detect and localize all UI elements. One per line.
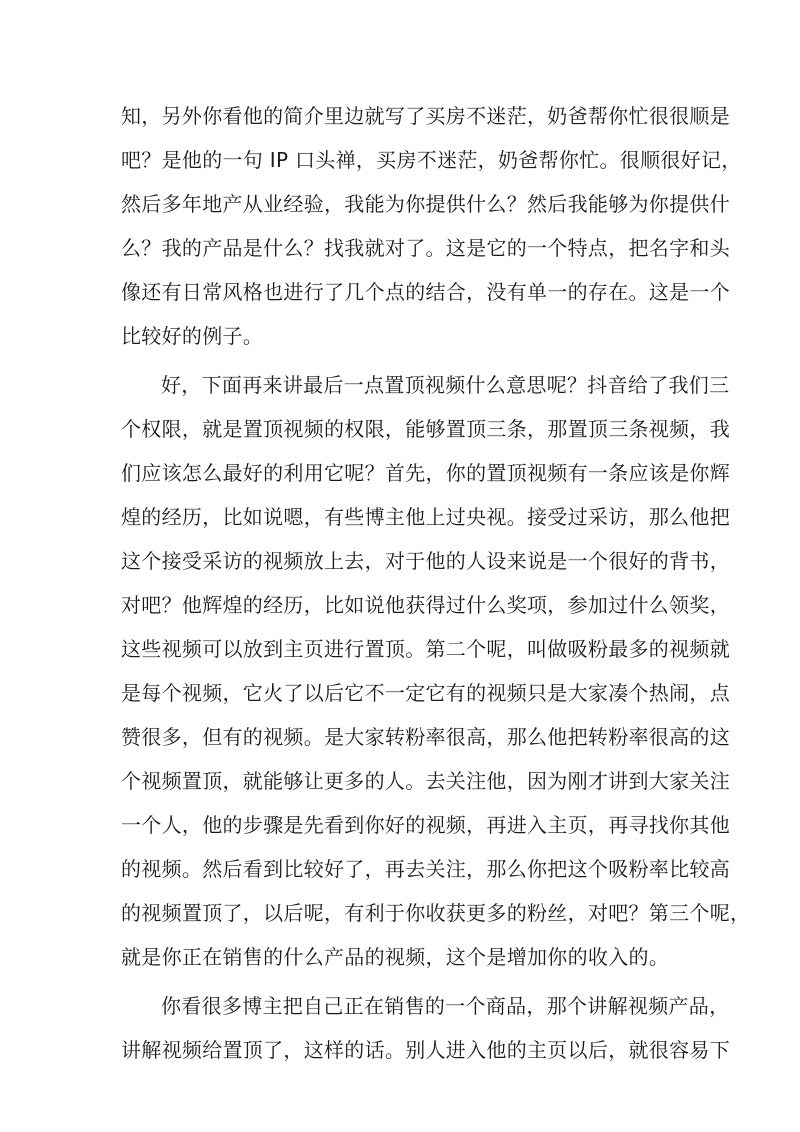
text-line: 像还有日常风格也进行了几个点的结合，没有单一的存在。这是一个 xyxy=(121,280,730,304)
text-line: 个视频置顶，就能够让更多的人。去关注他，因为刚才讲到大家关注 xyxy=(121,769,730,793)
document-body xyxy=(121,94,751,1072)
text-line: 赞很多，但有的视频。是大家转粉率很高，那么他把转粉率很高的这 xyxy=(121,725,730,749)
text-line: 这个接受采访的视频放上去，对于他的人设来说是一个很好的背书， xyxy=(121,549,730,573)
text-line: 们应该怎么最好的利用它呢？首先，你的置顶视频有一条应该是你辉 xyxy=(121,461,730,485)
text-line: 吧？是他的一句 IP 口头禅，买房不迷茫，奶爸帮你忙。很顺很好记， xyxy=(121,148,742,172)
text-line: 比较好的例子。 xyxy=(121,324,264,348)
text-line: 知，另外你看他的简介里边就写了买房不迷茫，奶爸帮你忙很很顺是 xyxy=(121,104,730,128)
text-line: 然后多年地产从业经验，我能为你提供什么？然后我能够为你提供什 xyxy=(121,192,730,216)
text-line: 个权限，就是置顶视频的权限，能够置顶三条，那置顶三条视频，我 xyxy=(121,417,730,441)
text-line: 一个人，他的步骤是先看到你好的视频，再进入主页，再寻找你其他 xyxy=(121,813,730,837)
text-line: 煌的经历，比如说嗯，有些博主他上过央视。接受过采访，那么他把 xyxy=(121,505,730,529)
text-line: 讲解视频给置顶了，这样的话。别人进入他的主页以后，就很容易下 xyxy=(121,1038,730,1062)
text-line: 好，下面再来讲最后一点置顶视频什么意思呢？抖音给了我们三 xyxy=(161,373,730,397)
text-line: 这些视频可以放到主页进行置顶。第二个呢，叫做吸粉最多的视频就 xyxy=(121,637,730,661)
text-line: 么？我的产品是什么？找我就对了。这是它的一个特点，把名字和头 xyxy=(121,236,730,260)
text-line: 的视频置顶了，以后呢，有利于你收获更多的粉丝，对吧？第三个呢， xyxy=(121,901,751,925)
text-line: 你看很多博主把自己正在销售的一个商品，那个讲解视频产品， xyxy=(161,994,730,1018)
text-line: 就是你正在销售的什么产品的视频，这个是增加你的收入的。 xyxy=(121,945,670,969)
text-line: 的视频。然后看到比较好了，再去关注，那么你把这个吸粉率比较高 xyxy=(121,857,730,881)
text-line: 对吧？他辉煌的经历，比如说他获得过什么奖项，参加过什么领奖， xyxy=(121,593,730,617)
text-line: 是每个视频，它火了以后它不一定它有的视频只是大家凑个热闹，点 xyxy=(121,681,730,705)
